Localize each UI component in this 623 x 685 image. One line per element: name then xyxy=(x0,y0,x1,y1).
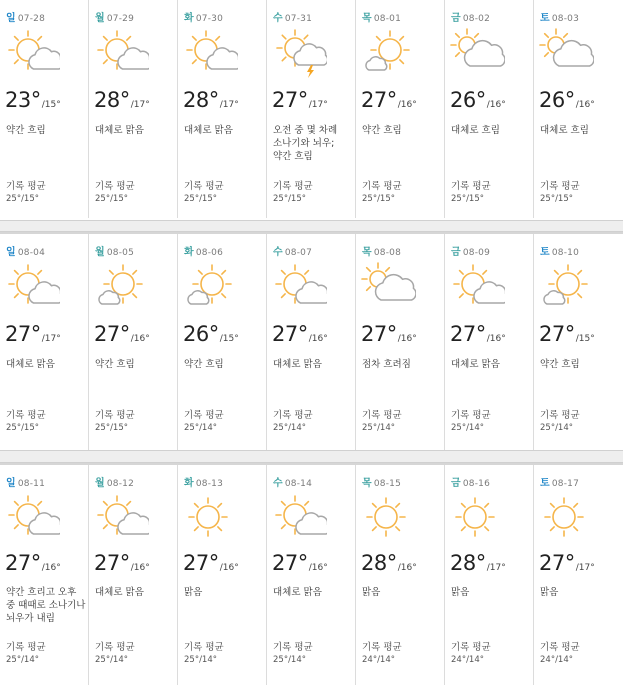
record-label: 기록 평균 xyxy=(6,410,46,421)
cloud-sun-icon xyxy=(360,262,416,314)
low-temp: /15° xyxy=(219,334,239,344)
record-value: 25°/14° xyxy=(184,423,217,433)
day-date xyxy=(273,243,312,258)
date-text: 08-09 xyxy=(462,248,491,258)
record-label: 기록 평균 xyxy=(95,642,135,653)
record-average xyxy=(184,180,224,206)
date-text: 08-05 xyxy=(106,248,135,258)
record-label: 기록 평균 xyxy=(362,642,402,653)
week-row xyxy=(0,0,623,218)
sun-cloud-icon xyxy=(449,262,505,314)
day-cell[interactable] xyxy=(445,234,534,450)
condition-text: 대체로 맑음 xyxy=(95,587,144,598)
record-value: 25°/15° xyxy=(451,194,484,204)
date-text: 08-16 xyxy=(462,479,491,489)
sun-cloud-icon xyxy=(4,493,60,545)
high-temp: 27° xyxy=(272,322,308,346)
low-temp: /16° xyxy=(308,334,328,344)
temperature xyxy=(539,322,595,346)
high-temp: 27° xyxy=(94,322,130,346)
day-date xyxy=(184,243,223,258)
sun-cloud-icon xyxy=(4,28,60,80)
day-cell[interactable] xyxy=(445,465,534,685)
sun-icon xyxy=(449,493,505,545)
date-text: 07-30 xyxy=(195,14,224,24)
temperature xyxy=(450,551,506,575)
record-value: 24°/14° xyxy=(362,655,395,665)
day-cell[interactable] xyxy=(0,465,89,685)
cloud-sun-icon xyxy=(538,28,594,80)
record-value: 25°/14° xyxy=(184,655,217,665)
record-average xyxy=(362,180,402,206)
sun-cloud-icon xyxy=(93,28,149,80)
day-of-week: 일 xyxy=(6,478,16,489)
sun-small-cloud-icon xyxy=(360,28,416,80)
cloud-shape xyxy=(188,291,209,304)
low-temp: /17° xyxy=(219,100,239,110)
record-average xyxy=(362,409,402,435)
day-of-week: 수 xyxy=(273,247,283,258)
record-label: 기록 평균 xyxy=(184,181,224,192)
low-temp: /16° xyxy=(397,100,417,110)
date-text: 07-29 xyxy=(106,14,135,24)
day-cell[interactable] xyxy=(178,234,267,450)
sun-cloud-icon xyxy=(93,493,149,545)
record-average xyxy=(6,641,46,667)
condition-text: 대체로 맑음 xyxy=(95,125,144,136)
record-value: 25°/15° xyxy=(540,194,573,204)
temperature xyxy=(450,88,506,112)
temperature xyxy=(5,551,61,575)
record-label: 기록 평균 xyxy=(273,181,313,192)
record-value: 25°/14° xyxy=(540,423,573,433)
day-of-week: 월 xyxy=(95,13,105,24)
week-row xyxy=(0,232,623,450)
week-row xyxy=(0,463,623,685)
high-temp: 28° xyxy=(361,551,397,575)
day-of-week: 화 xyxy=(184,478,194,489)
day-cell[interactable] xyxy=(267,465,356,685)
low-temp: /16° xyxy=(41,563,61,573)
record-label: 기록 평균 xyxy=(184,410,224,421)
day-of-week: 토 xyxy=(540,247,550,258)
date-text: 08-02 xyxy=(462,14,491,24)
record-label: 기록 평균 xyxy=(540,181,580,192)
cloud-sun-icon xyxy=(449,28,505,80)
high-temp: 27° xyxy=(361,88,397,112)
day-of-week: 금 xyxy=(451,13,461,24)
record-label: 기록 평균 xyxy=(6,181,46,192)
temperature xyxy=(272,322,328,346)
temperature xyxy=(94,551,150,575)
date-text: 07-28 xyxy=(17,14,46,24)
high-temp: 27° xyxy=(272,551,308,575)
record-value: 25°/15° xyxy=(184,194,217,204)
condition-text: 약간 흐리고 오후 중 때때로 소나기나 뇌우가 내림 xyxy=(6,587,86,624)
record-average xyxy=(451,180,491,206)
day-of-week: 월 xyxy=(95,478,105,489)
sun-shape xyxy=(189,498,227,536)
high-temp: 28° xyxy=(450,551,486,575)
day-of-week: 일 xyxy=(6,13,16,24)
day-date xyxy=(273,9,312,24)
cloud-shape xyxy=(366,57,387,70)
temperature xyxy=(94,88,150,112)
high-temp: 27° xyxy=(539,322,575,346)
high-temp: 28° xyxy=(183,88,219,112)
day-date xyxy=(95,474,134,489)
day-of-week: 금 xyxy=(451,247,461,258)
day-date xyxy=(6,474,45,489)
record-value: 25°/14° xyxy=(362,423,395,433)
high-temp: 28° xyxy=(94,88,130,112)
temperature xyxy=(183,322,239,346)
day-date xyxy=(451,243,490,258)
high-temp: 27° xyxy=(272,88,308,112)
temperature xyxy=(272,88,328,112)
day-date xyxy=(451,474,490,489)
low-temp: /16° xyxy=(130,334,150,344)
day-cell[interactable] xyxy=(89,465,178,685)
record-label: 기록 평균 xyxy=(273,642,313,653)
record-label: 기록 평균 xyxy=(95,181,135,192)
record-value: 25°/14° xyxy=(451,423,484,433)
low-temp: /16° xyxy=(397,334,417,344)
day-date xyxy=(6,243,45,258)
sun-small-cloud-icon xyxy=(182,262,238,314)
high-temp: 27° xyxy=(183,551,219,575)
condition-text: 대체로 맑음 xyxy=(273,359,322,370)
temperature xyxy=(94,322,150,346)
record-value: 25°/14° xyxy=(6,655,39,665)
day-of-week: 화 xyxy=(184,247,194,258)
high-temp: 26° xyxy=(183,322,219,346)
sun-cloud-icon xyxy=(271,262,327,314)
condition-text: 맑음 xyxy=(451,587,470,598)
day-cell[interactable] xyxy=(534,465,623,685)
low-temp: /17° xyxy=(575,563,595,573)
low-temp: /16° xyxy=(486,100,506,110)
date-text: 07-31 xyxy=(284,14,313,24)
day-cell[interactable] xyxy=(178,0,267,218)
lightning-shape xyxy=(307,65,314,78)
record-average xyxy=(95,180,135,206)
record-label: 기록 평균 xyxy=(6,642,46,653)
day-cell[interactable] xyxy=(356,0,445,218)
low-temp: /15° xyxy=(575,334,595,344)
record-value: 25°/15° xyxy=(273,194,306,204)
low-temp: /17° xyxy=(308,100,328,110)
temperature xyxy=(361,551,417,575)
high-temp: 23° xyxy=(5,88,41,112)
temperature xyxy=(361,322,417,346)
temperature xyxy=(272,551,328,575)
day-cell[interactable] xyxy=(89,0,178,218)
day-cell[interactable] xyxy=(267,0,356,218)
record-label: 기록 평균 xyxy=(273,410,313,421)
high-temp: 26° xyxy=(450,88,486,112)
date-text: 08-13 xyxy=(195,479,224,489)
sun-cloud-lightning-icon xyxy=(271,28,327,80)
condition-text: 맑음 xyxy=(184,587,203,598)
high-temp: 27° xyxy=(5,551,41,575)
record-value: 24°/14° xyxy=(451,655,484,665)
record-value: 25°/15° xyxy=(6,194,39,204)
low-temp: /17° xyxy=(41,334,61,344)
record-average xyxy=(273,409,313,435)
week-separator xyxy=(0,220,623,232)
low-temp: /16° xyxy=(575,100,595,110)
low-temp: /17° xyxy=(130,100,150,110)
record-average xyxy=(184,641,224,667)
sun-small-cloud-icon xyxy=(538,262,594,314)
high-temp: 27° xyxy=(539,551,575,575)
record-average xyxy=(540,641,580,667)
high-temp: 27° xyxy=(5,322,41,346)
sun-icon xyxy=(182,493,238,545)
record-value: 24°/14° xyxy=(540,655,573,665)
temperature xyxy=(5,322,61,346)
day-of-week: 수 xyxy=(273,13,283,24)
temperature xyxy=(361,88,417,112)
sun-cloud-icon xyxy=(182,28,238,80)
condition-text: 대체로 맑음 xyxy=(6,359,55,370)
record-value: 25°/15° xyxy=(6,423,39,433)
temperature xyxy=(539,88,595,112)
record-label: 기록 평균 xyxy=(95,410,135,421)
record-value: 25°/14° xyxy=(273,423,306,433)
day-date xyxy=(184,474,223,489)
condition-text: 대체로 맑음 xyxy=(273,587,322,598)
day-cell[interactable] xyxy=(89,234,178,450)
record-average xyxy=(6,180,46,206)
condition-text: 대체로 흐림 xyxy=(540,125,589,136)
record-label: 기록 평균 xyxy=(362,181,402,192)
temperature xyxy=(183,551,239,575)
day-cell[interactable] xyxy=(445,0,534,218)
day-date xyxy=(362,9,401,24)
date-text: 08-10 xyxy=(551,248,580,258)
day-of-week: 토 xyxy=(540,478,550,489)
day-cell[interactable] xyxy=(0,234,89,450)
record-label: 기록 평균 xyxy=(451,181,491,192)
high-temp: 27° xyxy=(450,322,486,346)
week-separator xyxy=(0,450,623,463)
day-cell[interactable] xyxy=(356,234,445,450)
day-date xyxy=(6,9,45,24)
record-label: 기록 평균 xyxy=(362,410,402,421)
record-average xyxy=(540,409,580,435)
low-temp: /16° xyxy=(397,563,417,573)
low-temp: /16° xyxy=(308,563,328,573)
record-average xyxy=(273,641,313,667)
date-text: 08-08 xyxy=(373,248,402,258)
date-text: 08-06 xyxy=(195,248,224,258)
date-text: 08-04 xyxy=(17,248,46,258)
day-date xyxy=(540,9,579,24)
high-temp: 27° xyxy=(361,322,397,346)
day-date xyxy=(540,474,579,489)
low-temp: /16° xyxy=(219,563,239,573)
sun-icon xyxy=(538,493,594,545)
low-temp: /15° xyxy=(41,100,61,110)
record-label: 기록 평균 xyxy=(540,410,580,421)
day-cell[interactable] xyxy=(0,0,89,218)
sun-shape xyxy=(367,498,405,536)
day-of-week: 금 xyxy=(451,478,461,489)
record-average xyxy=(6,409,46,435)
record-label: 기록 평균 xyxy=(184,642,224,653)
low-temp: /17° xyxy=(486,563,506,573)
low-temp: /16° xyxy=(130,563,150,573)
record-average xyxy=(273,180,313,206)
record-value: 25°/15° xyxy=(362,194,395,204)
condition-text: 점차 흐려짐 xyxy=(362,359,411,370)
temperature xyxy=(5,88,61,112)
day-of-week: 월 xyxy=(95,247,105,258)
condition-text: 대체로 맑음 xyxy=(184,125,233,136)
sun-icon xyxy=(360,493,416,545)
day-date xyxy=(540,243,579,258)
sun-cloud-icon xyxy=(4,262,60,314)
record-label: 기록 평균 xyxy=(451,642,491,653)
record-average xyxy=(184,409,224,435)
day-date xyxy=(95,243,134,258)
day-date xyxy=(184,9,223,24)
record-average xyxy=(540,180,580,206)
date-text: 08-12 xyxy=(106,479,135,489)
date-text: 08-17 xyxy=(551,479,580,489)
low-temp: /16° xyxy=(486,334,506,344)
record-value: 25°/15° xyxy=(95,423,128,433)
day-cell[interactable] xyxy=(534,0,623,218)
sun-cloud-icon xyxy=(271,493,327,545)
date-text: 08-01 xyxy=(373,14,402,24)
record-average xyxy=(451,641,491,667)
condition-text: 약간 흐림 xyxy=(362,125,402,136)
day-of-week: 토 xyxy=(540,13,550,24)
day-date xyxy=(273,474,312,489)
record-label: 기록 평균 xyxy=(540,642,580,653)
date-text: 08-03 xyxy=(551,14,580,24)
day-of-week: 화 xyxy=(184,13,194,24)
day-date xyxy=(362,474,401,489)
condition-text: 대체로 흐림 xyxy=(451,125,500,136)
condition-text: 오전 중 몇 차례 소나기와 뇌우; 약간 흐림 xyxy=(273,125,338,162)
record-value: 25°/14° xyxy=(95,655,128,665)
condition-text: 대체로 맑음 xyxy=(451,359,500,370)
sun-small-cloud-icon xyxy=(93,262,149,314)
day-date xyxy=(451,9,490,24)
day-cell[interactable] xyxy=(267,234,356,450)
day-of-week: 일 xyxy=(6,247,16,258)
condition-text: 약간 흐림 xyxy=(540,359,580,370)
record-average xyxy=(451,409,491,435)
temperature xyxy=(539,551,595,575)
cloud-shape xyxy=(99,291,120,304)
temperature xyxy=(450,322,506,346)
record-value: 25°/14° xyxy=(273,655,306,665)
record-average xyxy=(95,641,135,667)
condition-text: 맑음 xyxy=(362,587,381,598)
day-of-week: 목 xyxy=(362,13,372,24)
condition-text: 약간 흐림 xyxy=(6,125,46,136)
condition-text: 약간 흐림 xyxy=(95,359,135,370)
high-temp: 26° xyxy=(539,88,575,112)
date-text: 08-15 xyxy=(373,479,402,489)
day-of-week: 수 xyxy=(273,478,283,489)
cloud-shape xyxy=(544,291,565,304)
condition-text: 약간 흐림 xyxy=(184,359,224,370)
condition-text: 맑음 xyxy=(540,587,559,598)
day-date xyxy=(95,9,134,24)
record-average xyxy=(95,409,135,435)
date-text: 08-14 xyxy=(284,479,313,489)
day-cell[interactable] xyxy=(534,234,623,450)
record-average xyxy=(362,641,402,667)
day-date xyxy=(362,243,401,258)
day-cell[interactable] xyxy=(178,465,267,685)
sun-shape xyxy=(456,498,494,536)
temperature xyxy=(183,88,239,112)
date-text: 08-07 xyxy=(284,248,313,258)
day-of-week: 목 xyxy=(362,247,372,258)
day-cell[interactable] xyxy=(356,465,445,685)
date-text: 08-11 xyxy=(17,479,46,489)
record-value: 25°/15° xyxy=(95,194,128,204)
sun-shape xyxy=(545,498,583,536)
day-of-week: 목 xyxy=(362,478,372,489)
record-label: 기록 평균 xyxy=(451,410,491,421)
high-temp: 27° xyxy=(94,551,130,575)
